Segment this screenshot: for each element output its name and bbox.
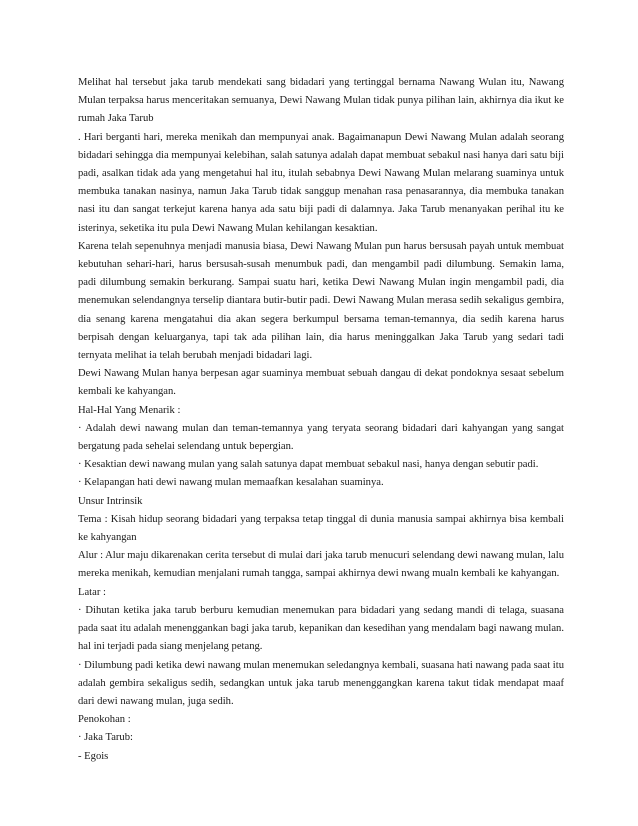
paragraph-intro: Melihat hal tersebut jaka tarub mendekati sang bidadari yang tertinggal bernama Nawang Wulan itu, Nawang Mulan terpaksa harus menceritakan semuanya, Dewi Nawang Mulan tidak punya pilihan lain, akhirnya dia ikut ke rumah Jaka Tarub	[78, 77, 564, 125]
paragraph-story-shawl: Karena telah sepenuhnya menjadi manusia biasa, Dewi Nawang Mulan pun harus bersusah payah untuk membuat kebutuhan sehari-hari, harus bersusah-susah menumbuk padi, dan mengambil padi dilumbung. Semakin lama, padi dilumbung semakin berkurang. Sampai suatu hari, ketika Dewi Nawang Mulan ingin mengambil padi, dia menemukan selendangnya terselip diantara butir-butir padi. Dewi Nawang Mulan merasa sedih sekaligus gembira, dia senang karena mengatahui dia akan segera berkumpul bersama teman-temannya, dia sedih karena harus berpisah dengan keluarganya, tapi tak ada pilihan lain, dia harus meninggalkan Jaka Tarub yang sedari tadi ternyata melihat ia telah berubah menjadi bidadari lagi.	[78, 240, 564, 362]
heading-characterization: Penokohan :	[78, 714, 131, 726]
paragraph-story-marriage: . Hari berganti hari, mereka menikah dan mempunyai anak. Bagaimanapun Dewi Nawang Mulan adalah seorang bidadari sehingga dia mempunyai kelebihan, salah satunya adalah dapat membuat sebakul nasi hanya dari satu biji padi, asalkan tidak ada yang mengetahui hal itu, itulah sebabnya Dewi Nawang Mulan melarang suaminya untuk membuka tanakan nasinya, namun Jaka Tarub tidak sanggup menahan rasa penasarannya, dia membuka tanakan nasi itu dan sangat terkejut karena hanya ada satu biji padi di dalamnya. Jaka Tarub menanyakan perihal itu ke isterinya, seketika itu pula Dewi Nawang Mulan kehilangan kesaktian.	[78, 131, 564, 234]
heading-setting: Latar :	[78, 586, 106, 598]
document-page	[78, 74, 564, 766]
bullet-setting-1: · Dihutan ketika jaka tarub berburu kemudian menemukan para bidadari yang sedang mandi di telaga, suasana pada saat itu adalah menenggankan bagi jaka tarub, kepanikan dan kesedihan yang mendalam bagi nawang mulan. hal ini terjadi pada siang menjelang petang.	[78, 604, 564, 653]
bullet-interesting-1: · Adalah dewi nawang mulan dan teman-temannya yang teryata seorang bidadari dari kahyangan yang sangat bergatung pada sehelai selendang untuk bepergian.	[78, 422, 564, 453]
paragraph-plot: Alur : Alur maju dikarenakan cerita tersebut di mulai dari jaka tarub menucuri selendang dewi nawang mulan, lalu mereka menikah, kemudian menjalani rumah tangga, sampai akhirnya dewi nwang mualn kembali ke kahyangan.	[78, 550, 564, 580]
paragraph-theme: Tema : Kisah hidup seorang bidadari yang terpaksa tetap tinggal di dunia manusia sampai akhirnya bisa kembali ke kahyangan	[78, 513, 564, 544]
heading-interesting-points: Hal-Hal Yang Menarik :	[78, 404, 181, 416]
bullet-setting-2: · Dilumbung padi ketika dewi nawang mulan menemukan seledangnya kembali, suasana hati nawang pada saat itu adalah gembira sekaligus sedih, sedangkan untuk jaka tarub menenggangkan karena takut tidak mendapat maaf dari dewi nawang mulan, juga sedih.	[78, 659, 564, 707]
heading-intrinsic-elements: Unsur Intrinsik	[78, 495, 143, 507]
trait-egois: - Egois	[78, 750, 109, 762]
bullet-interesting-2: · Kesaktian dewi nawang mulan yang salah satunya dapat membuat sebakul nasi, hanya dengan sebutir padi.	[78, 459, 539, 471]
bullet-character-jaka-tarub: · Jaka Tarub:	[78, 732, 133, 744]
bullet-interesting-3: · Kelapangan hati dewi nawang mulan memaafkan kesalahan suaminya.	[78, 477, 384, 489]
paragraph-story-ending: Dewi Nawang Mulan hanya berpesan agar suaminya membuat sebuah dangau di dekat pondoknya sesaat sebelum kembali ke kahyangan.	[78, 368, 564, 398]
